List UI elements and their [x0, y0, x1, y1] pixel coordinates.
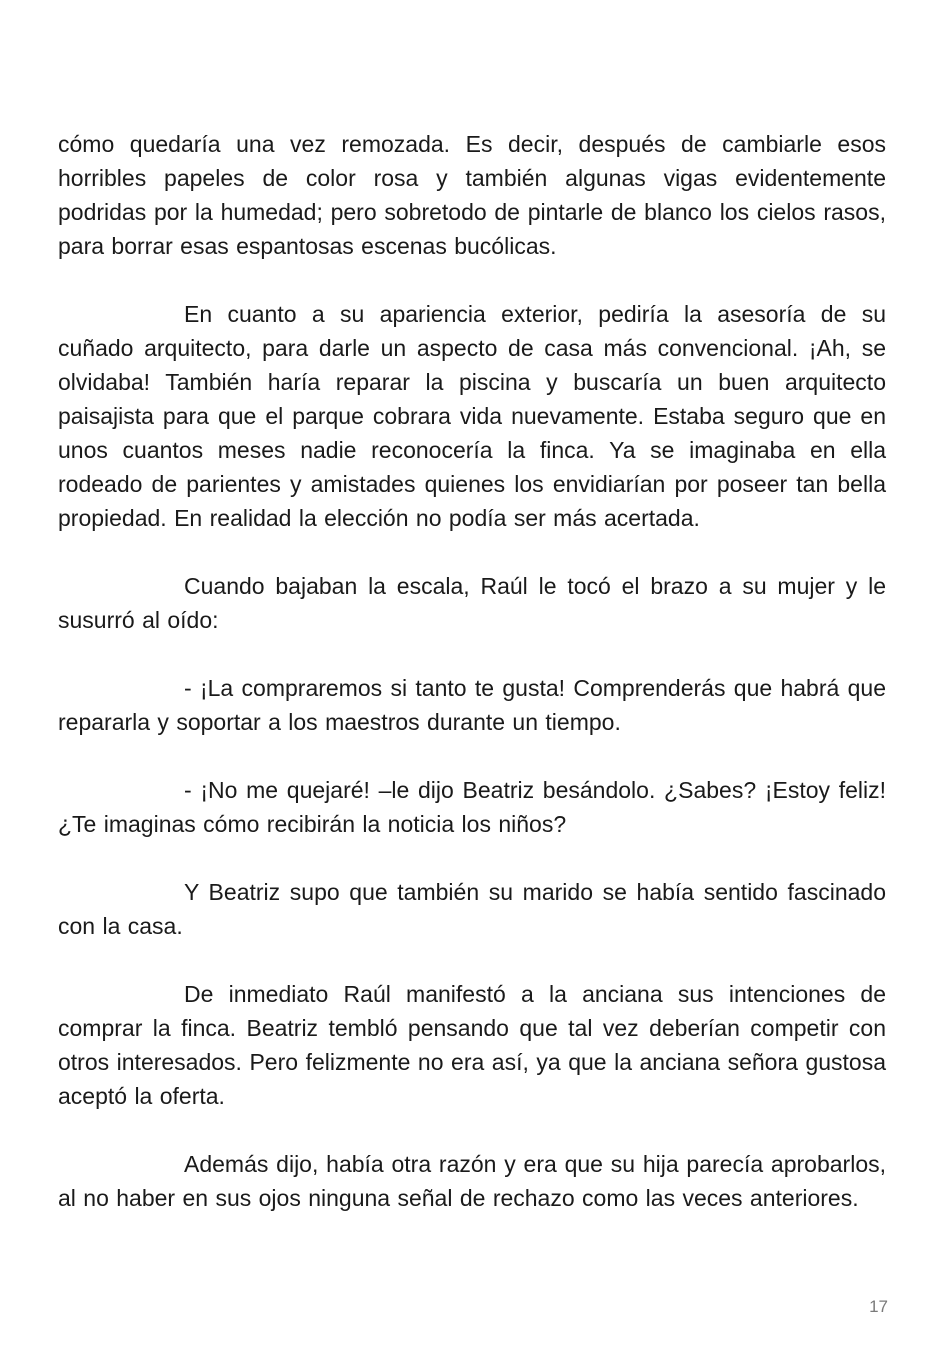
page-number: 17: [869, 1297, 888, 1316]
paragraph: Y Beatriz supo que también su marido se había sentido fascinado con la casa.: [58, 879, 886, 939]
paragraph: Además dijo, había otra razón y era que su hija parecía aprobarlos, al no haber en sus ojos ninguna señal de rechazo como las veces anteriores.: [58, 1151, 886, 1211]
paragraph: En cuanto a su apariencia exterior, pediría la asesoría de su cuñado arquitecto, para darle un aspecto de casa más convencional. ¡Ah, se olvidaba! También haría reparar la piscina y buscaría un buen arquitecto paisajista para que el parque cobrara vida nuevamente. Estaba seguro que en unos cuantos meses nadie reconocería la finca. Ya se imaginaba en ella rodeado de parientes y amistades quienes los envidiarían por poseer tan bella propiedad. En realidad la elección no podía ser más acertada.: [58, 301, 886, 531]
paragraph: cómo quedaría una vez remozada. Es decir, después de cambiarle esos horribles papeles de color rosa y también algunas vigas evidentemente podridas por la humedad; pero sobretodo de pintarle de blanco los cielos rasos, para borrar esas espantosas escenas bucólicas.: [58, 131, 886, 259]
paragraph: Cuando bajaban la escala, Raúl le tocó el brazo a su mujer y le susurró al oído:: [58, 573, 886, 633]
document-page: [58, 127, 886, 1249]
dialogue-paragraph: - ¡No me quejaré! –le dijo Beatriz besándolo. ¿Sabes? ¡Estoy feliz! ¿Te imaginas cómo recibirán la noticia los niños?: [58, 777, 886, 837]
dialogue-paragraph: - ¡La compraremos si tanto te gusta! Comprenderás que habrá que repararla y soportar a los maestros durante un tiempo.: [58, 675, 886, 735]
paragraph: De inmediato Raúl manifestó a la anciana sus intenciones de comprar la finca. Beatriz tembló pensando que tal vez deberían competir con otros interesados. Pero felizmente no era así, ya que la anciana señora gustosa aceptó la oferta.: [58, 981, 886, 1109]
